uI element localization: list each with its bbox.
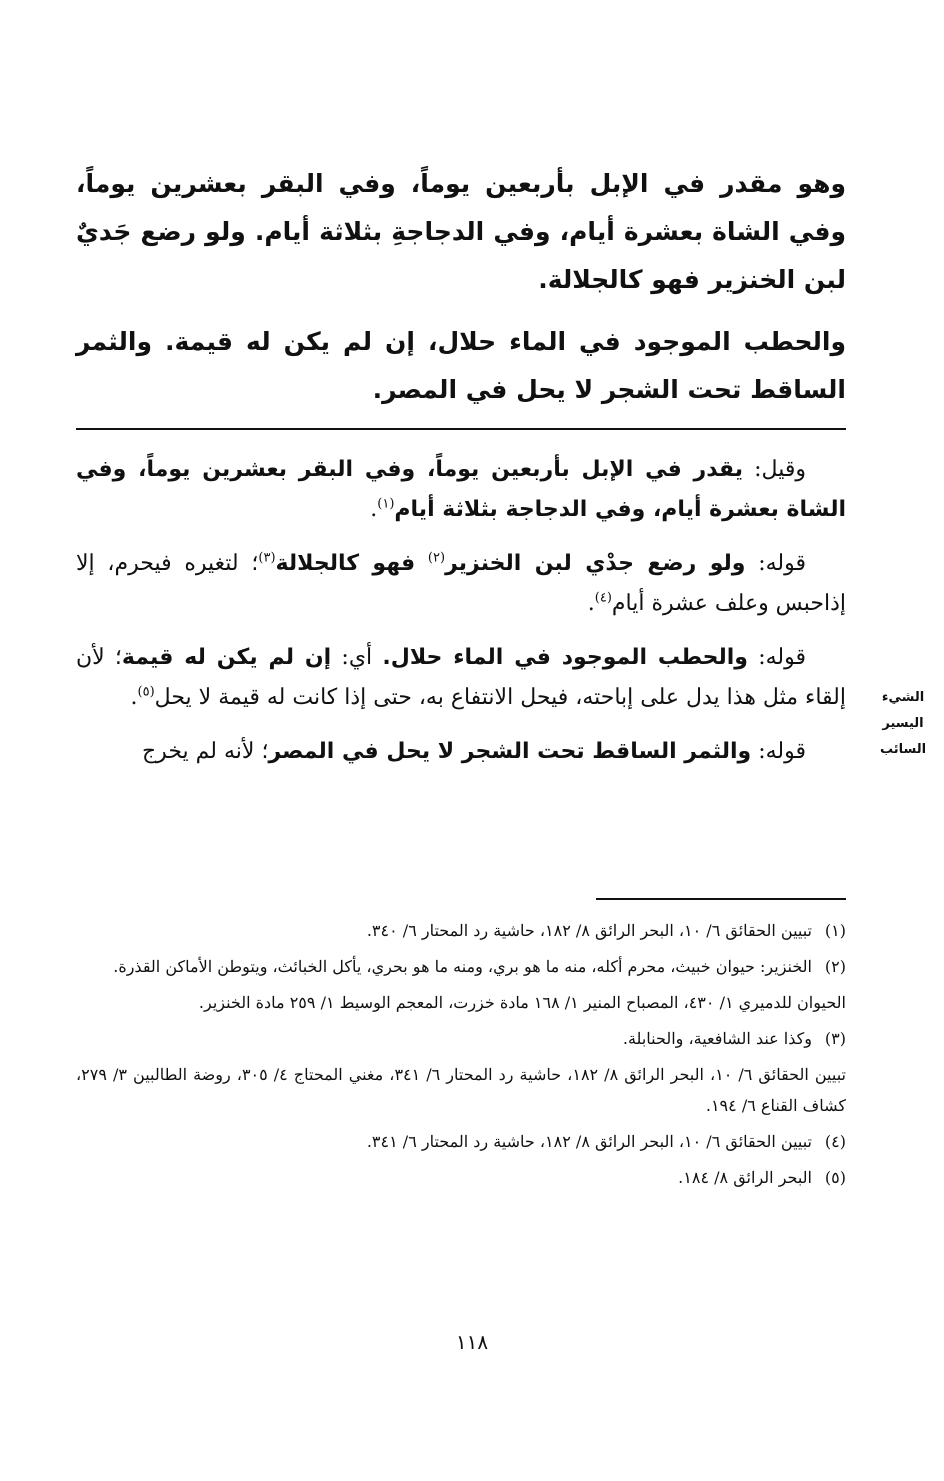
footnote-text: البحر الرائق ٨/ ١٨٤.: [678, 1168, 812, 1187]
footnote-text: تبيين الحقائق ٦/ ١٠، البحر الرائق ٨/ ١٨٢، حاشية رد المحتار ٦/ ٣٤٠.: [366, 921, 812, 940]
footnote-divider: [596, 898, 846, 900]
footnote-3-sources: تبيين الحقائق ٦/ ١٠، البحر الرائق ٨/ ١٨٢، حاشية رد المحتار ٦/ ٣٤١، مغني المحتاج ٤/ ٣٠٥، روضة الطالبين ٣/ ٢٧٩، كشاف القناع ٦/ ١٩٤.: [76, 1065, 846, 1115]
commentary-tail: ؛ لأن إلقاء مثل هذا يدل على إباحته، فيحل الانتفاع به، حتى إذا كانت له قيمة لا يحل: [76, 645, 846, 710]
commentary-lead: قوله:: [758, 645, 806, 670]
commentary-text: [76, 450, 846, 786]
footnotes: [76, 915, 846, 1198]
commentary-lead: وقيل:: [754, 457, 806, 482]
footnote-ref: (١): [377, 496, 395, 512]
footnote-3: [76, 1023, 846, 1054]
footnote-ref: (٣): [258, 550, 276, 566]
footnote-2-sources: الحيوان للدميري ١/ ٤٣٠، المصباح المنير ١/ ١٦٨ مادة خزرت، المعجم الوسيط ١/ ٢٥٩ مادة الخنزير.: [198, 993, 846, 1012]
margin-heading-line: اليسير: [882, 716, 924, 731]
footnote-text: وكذا عند الشافعية، والحنابلة.: [622, 1029, 812, 1048]
main-text-divider: [76, 428, 846, 430]
footnote-number: (٢): [824, 957, 846, 976]
footnote-text: تبيين الحقائق ٦/ ١٠، البحر الرائق ٨/ ١٨٢، حاشية رد المحتار ٦/ ٣٤١.: [366, 1132, 812, 1151]
footnote-number: (٣): [824, 1029, 846, 1048]
commentary-mid: أي:: [341, 645, 373, 670]
commentary-paragraph-4: [76, 732, 846, 772]
main-text: [76, 160, 846, 428]
footnote-ref: (٥): [137, 684, 155, 700]
commentary-paragraph-1: [76, 450, 846, 530]
footnote-ref: (٤): [594, 590, 612, 606]
commentary-paragraph-2: [76, 544, 846, 624]
footnote-number: (٤): [824, 1132, 846, 1151]
commentary-tail: .: [370, 497, 378, 522]
commentary-quote: يقدر في الإبل بأربعين يوماً، وفي البقر بعشرين يوماً، وفي الشاة بعشرة أيام، وفي الدجاجة بثلاثة أيام: [76, 457, 846, 522]
main-paragraph-1: وهو مقدر في الإبل بأربعين يوماً، وفي البقر بعشرين يوماً، وفي الشاة بعشرة أيام، وفي الدجاجةِ بثلاثة أيام. ولو رضع جَديٌ لبن الخنزير فهو كالجلالة.: [76, 169, 846, 294]
footnote-1: [76, 915, 846, 946]
commentary-end: .: [587, 591, 595, 616]
commentary-end: .: [130, 685, 138, 710]
footnote-ref: (٢): [427, 550, 446, 566]
commentary-quote: والحطب الموجود في الماء حلال.: [382, 645, 748, 670]
footnote-number: (٥): [824, 1168, 846, 1187]
commentary-lead: قوله:: [758, 739, 806, 764]
commentary-quote: والثمر الساقط تحت الشجر لا يحل في المصر: [268, 739, 752, 764]
footnote-4: [76, 1126, 846, 1157]
commentary-tail: ؛ لتغيره فيحرم، إلا إذاحبس وعلف عشرة أيام: [76, 551, 846, 616]
footnote-2: [76, 951, 846, 982]
page-number: ١١٨: [455, 1330, 489, 1354]
margin-heading-line: السائب: [879, 742, 927, 757]
commentary-tail: ؛ لأنه لم يخرج: [141, 739, 269, 764]
margin-heading: [868, 685, 938, 763]
footnote-text: الخنزير: حيوان خبيث، محرم أكله، منه ما هو بري، ومنه ما هو بحري، يأكل الخبائث، ويتوطن الأماكن القذرة.: [113, 957, 812, 976]
commentary-quote: ولو رضع جدْي لبن الخنزير: [445, 551, 746, 576]
footnote-5: [76, 1162, 846, 1193]
margin-heading-line: الشيء: [881, 690, 925, 705]
commentary-quote: فهو كالجلالة: [275, 551, 416, 576]
commentary-quote: إن لم يكن له قيمة: [121, 645, 332, 670]
commentary-paragraph-3: [76, 638, 846, 718]
main-paragraph-2: والحطب الموجود في الماء حلال، إن لم يكن له قيمة. والثمر الساقط تحت الشجر لا يحل في المصر.: [76, 327, 846, 404]
commentary-lead: قوله:: [758, 551, 807, 576]
footnote-number: (١): [824, 921, 846, 940]
